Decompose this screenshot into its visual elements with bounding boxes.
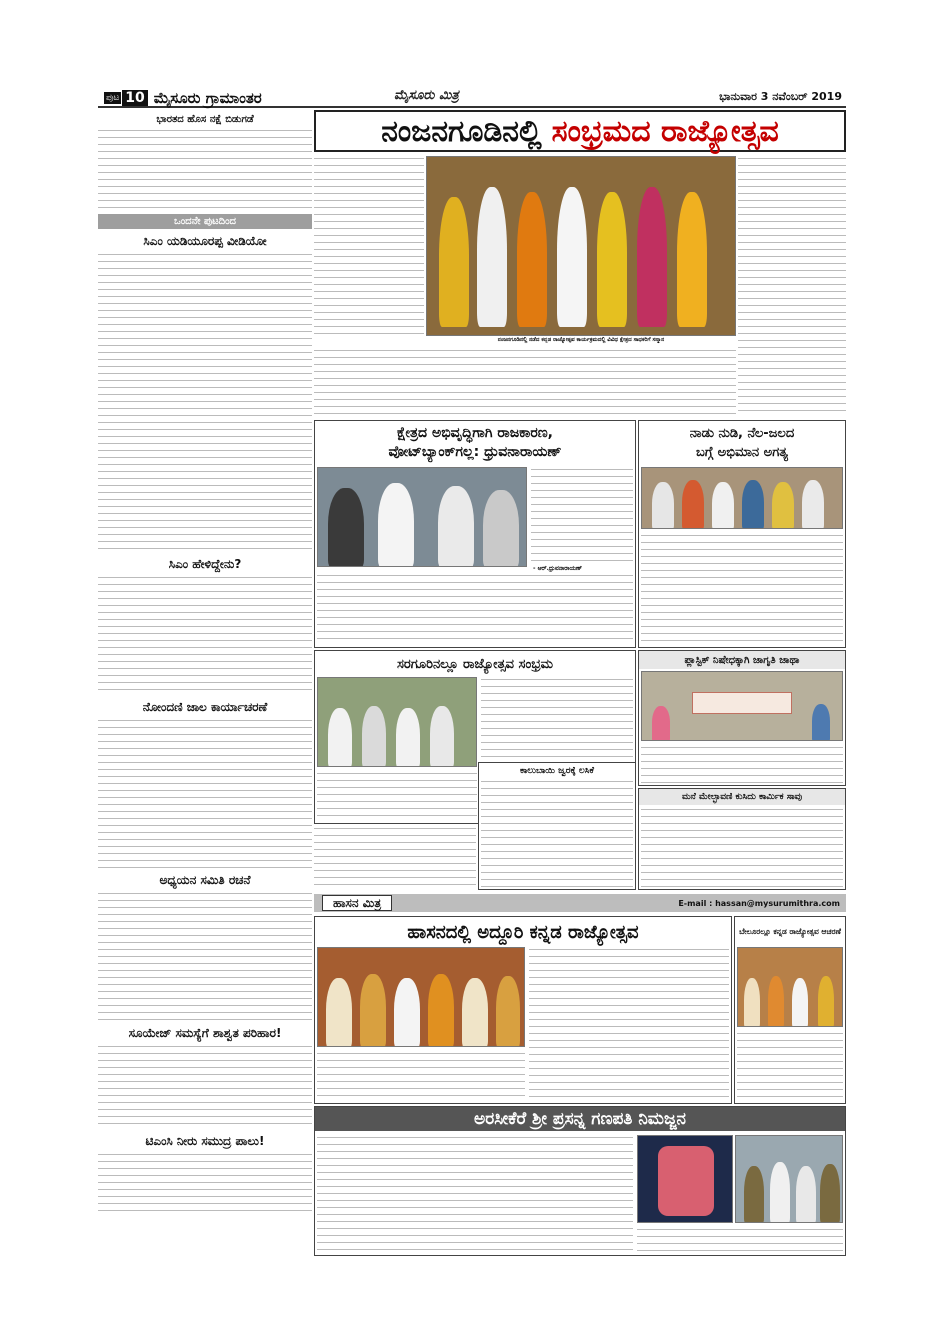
issue-date: ಭಾನುವಾರ 3 ನವೆಂಬರ್ 2019 — [719, 90, 842, 103]
main-story-text-bottom — [314, 348, 736, 416]
newspaper-page — [98, 86, 846, 1256]
story-body — [98, 128, 312, 210]
saragur-body-2 — [317, 771, 477, 821]
main-story-photo — [426, 156, 736, 336]
belur-photo — [737, 947, 843, 1027]
belur-body — [737, 1031, 843, 1101]
headline-part-1: ನಂಜನಗೂಡಿನಲ್ಲಿ — [381, 113, 542, 149]
left-column — [98, 110, 312, 1256]
main-story-text-right — [738, 156, 846, 416]
main-story-text-left — [314, 156, 424, 336]
belur-title: ಬೇಲೂರಲ್ಲೂ ಕನ್ನಡ ರಾಜ್ಯೋತ್ಸವ ಆಚರಣೆ — [739, 927, 841, 936]
headline-part-2: ಸಂಭ್ರಮದ ರಾಜ್ಯೋತ್ಸವ — [551, 113, 779, 149]
story-title: ಭಾರತದ ಹೊಸ ನಕ್ಷೆ ಬಿಡುಗಡೆ — [156, 114, 254, 125]
dhruva-story — [314, 420, 636, 648]
column-text — [314, 826, 476, 890]
naadu-story — [638, 420, 846, 648]
dhruva-quote — [531, 467, 633, 563]
dhruva-body — [317, 573, 633, 645]
saragur-title: ಸರಗೂರಿನಲ್ಲೂ ರಾಜ್ಯೋತ್ಸವ ಸಂಭ್ರಮ — [396, 656, 554, 672]
arasikere-body — [317, 1135, 633, 1253]
hassan-mitra-band — [314, 894, 846, 912]
newspaper-logo: ಮೈಸೂರು ಮಿತ್ರ — [394, 88, 459, 103]
arasikere-photo-1 — [637, 1135, 733, 1223]
story-body — [98, 575, 312, 695]
kalubai-story — [478, 762, 636, 890]
belur-story — [734, 916, 846, 1104]
plastic-story — [638, 650, 846, 786]
house-story — [638, 788, 846, 890]
hassan-title: ಹಾಸನದಲ್ಲಿ ಅದ್ದೂರಿ ಕನ್ನಡ ರಾಜ್ಯೋತ್ಸವ — [407, 921, 639, 943]
hassan-story — [314, 916, 732, 1104]
page-number: 10 — [122, 90, 147, 106]
story-title: ನೋಂದಣಿ ಜಾಲ ಕಾರ್ಯಾಚರಣೆ — [142, 700, 268, 714]
house-title: ಮನೆ ಮೇಲ್ಛಾವಣಿ ಕುಸಿದು ಕಾರ್ಮಿಕ ಸಾವು — [639, 789, 845, 805]
story-title: ಸೂಯೇಜ್ ಸಮಸ್ಯೆಗೆ ಶಾಶ್ವತ ಪರಿಹಾರ! — [128, 1026, 282, 1040]
story-body — [98, 1044, 312, 1129]
kalubai-body — [481, 779, 633, 887]
arasikere-caption — [637, 1227, 843, 1253]
dhruva-quote-author: - ಆರ್.ಧ್ರುವನಾರಾಯಣ್ — [533, 565, 583, 572]
dhruva-title: ಕ್ಷೇತ್ರದ ಅಭಿವೃದ್ಧಿಗಾಗಿ ರಾಜಕಾರಣ, ವೋಟ್‌ಬ್ಯಾಂಕ್‌ಗಲ್ಲ: ಧ್ರುವನಾರಾಯಣ್ — [388, 425, 562, 460]
story-body — [98, 718, 312, 868]
story-body — [98, 1152, 312, 1212]
story-title: ಟಿಎಂಸಿ ನೀರು ಸಮುದ್ರ ಪಾಲು! — [145, 1134, 265, 1148]
house-body — [641, 807, 843, 887]
main-headline — [314, 110, 846, 152]
kalubai-title: ಕಾಲುಬಾಯಿ ಜ್ವರಕ್ಕೆ ಲಸಿಕೆ — [520, 766, 594, 776]
dhruva-photo — [317, 467, 527, 567]
plastic-title: ಪ್ಲಾಸ್ಟಿಕ್ ನಿಷೇಧಕ್ಕಾಗಿ ಜಾಗೃತಿ ಜಾಥಾ — [639, 651, 845, 669]
story-body — [98, 891, 312, 1021]
arasikere-story — [314, 1106, 846, 1256]
hassan-body-2 — [317, 1051, 525, 1101]
naadu-photo — [641, 467, 843, 529]
story-title: ಅಧ್ಯಯನ ಸಮಿತಿ ರಚನೆ — [159, 873, 251, 887]
page-number-block — [104, 89, 262, 106]
hassan-mitra-tag: ಹಾಸನ ಮಿತ್ರ — [322, 895, 392, 911]
naadu-title: ನಾಡು ನುಡಿ, ನೆಲ-ಜಲದ ಬಗ್ಗೆ ಅಭಿಮಾನ ಅಗತ್ಯ — [689, 426, 795, 460]
main-photo-caption: ನಂಜನಗೂಡಿನಲ್ಲಿ ನಡೆದ ಕನ್ನಡ ರಾಜ್ಯೋತ್ಸವ ಕಾರ್ಯಕ್ರಮದಲ್ಲಿ ವಿವಿಧ ಕ್ಷೇತ್ರದ ಸಾಧಕರಿಗೆ ಸನ್ಮಾನ — [426, 337, 736, 344]
naadu-body — [641, 533, 843, 645]
arasikere-photo-2 — [735, 1135, 843, 1223]
arasikere-title: ಅರಸೀಕೆರೆ ಶ್ರೀ ಪ್ರಸನ್ನ ಗಣಪತಿ ನಿಮಜ್ಜನ — [315, 1107, 845, 1131]
hassan-photo — [317, 947, 525, 1047]
hassan-email[interactable]: E-mail : hassan@mysurumithra.com — [678, 898, 840, 908]
section-title: ಮೈಸೂರು ಗ್ರಾಮಾಂತರ — [153, 88, 262, 107]
story-body — [98, 252, 312, 552]
hassan-body — [529, 947, 729, 1101]
story-title: ಸಿಎಂ ಯಡಿಯೂರಪ್ಪ ವೀಡಿಯೋ — [143, 234, 267, 248]
story-title: ಸಿಎಂ ಹೇಳಿದ್ದೇನು? — [168, 557, 242, 571]
continued-band: ಒಂದನೇ ಪುಟದಿಂದ — [98, 214, 312, 229]
plastic-photo — [641, 671, 843, 741]
plastic-body — [641, 745, 843, 783]
masthead — [98, 86, 846, 108]
page-label: ಪುಟ — [106, 92, 120, 103]
saragur-photo — [317, 677, 477, 767]
